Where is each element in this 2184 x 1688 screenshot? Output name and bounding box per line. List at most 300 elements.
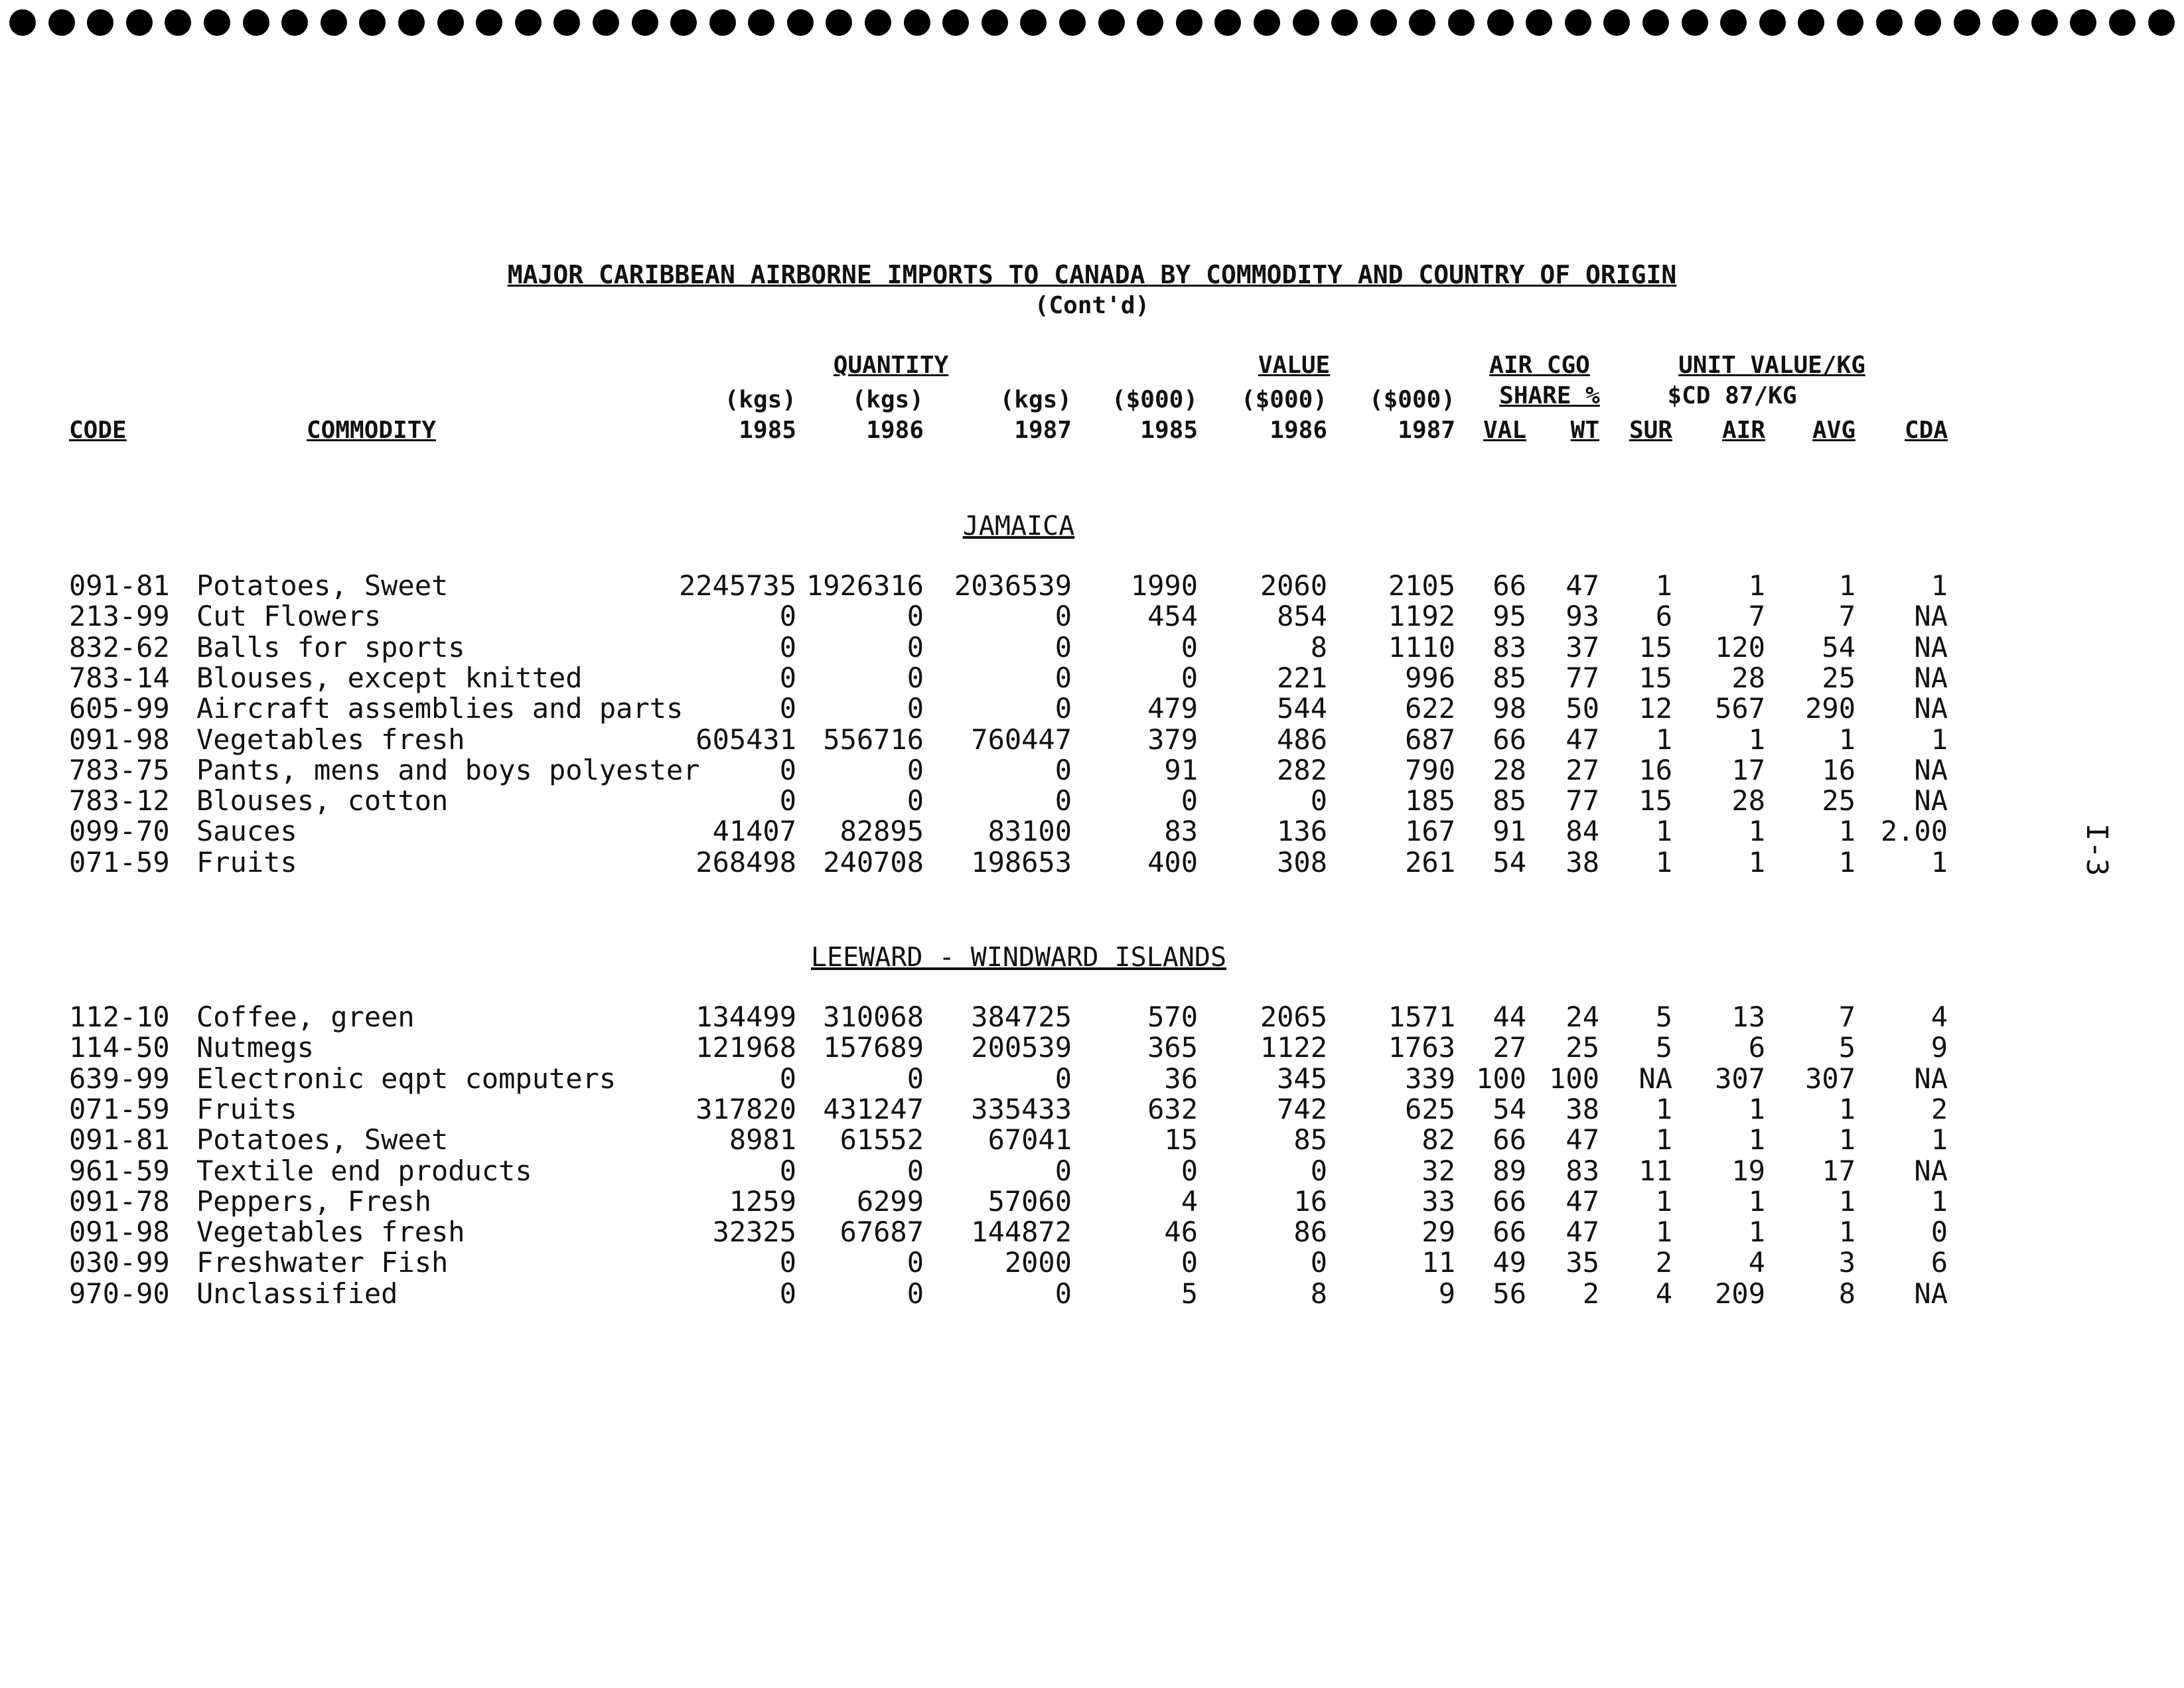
table-cell: 5 bbox=[1655, 1031, 1672, 1064]
table-cell: 0 bbox=[1055, 1062, 1072, 1095]
punch-hole bbox=[9, 9, 36, 36]
punch-hole bbox=[1020, 9, 1047, 36]
table-cell: 0 bbox=[1055, 630, 1072, 664]
table-cell: 570 bbox=[1147, 1001, 1198, 1033]
punch-hole bbox=[2070, 9, 2096, 36]
table-cell: 8981 bbox=[729, 1123, 796, 1157]
punch-hole bbox=[826, 9, 852, 36]
table-cell: NA bbox=[1914, 661, 1948, 694]
table-cell: 0 bbox=[907, 1154, 924, 1187]
table-cell: 0 bbox=[1055, 600, 1072, 633]
punch-hole bbox=[165, 9, 191, 36]
punch-hole bbox=[1331, 9, 1358, 36]
table-cell: 83 bbox=[1164, 815, 1198, 848]
table-cell: 400 bbox=[1147, 845, 1198, 879]
sub-header: AVG bbox=[1812, 417, 1856, 444]
table-cell: 1763 bbox=[1388, 1031, 1455, 1064]
unit-header: ($000) bbox=[1111, 386, 1198, 413]
table-cell: 0 bbox=[907, 784, 924, 817]
table-row bbox=[0, 1185, 1991, 1216]
commodity-code: 114-50 bbox=[69, 1031, 170, 1064]
table-cell: 15 bbox=[1164, 1123, 1198, 1157]
table-cell: 28 bbox=[1731, 661, 1765, 694]
table-row bbox=[0, 569, 1991, 600]
punch-hole bbox=[476, 9, 502, 36]
commodity-name: Textile end products bbox=[196, 1154, 532, 1187]
punch-hole bbox=[126, 9, 153, 36]
table-cell: 24 bbox=[1565, 1001, 1599, 1033]
table-cell: 2065 bbox=[1260, 1001, 1327, 1033]
table-cell: 49 bbox=[1492, 1246, 1526, 1279]
table-cell: 0 bbox=[907, 661, 924, 694]
table-cell: 0 bbox=[1310, 1246, 1327, 1279]
punch-hole bbox=[2031, 9, 2058, 36]
table-cell: 4 bbox=[1655, 1277, 1672, 1310]
table-cell: 0 bbox=[1055, 1277, 1072, 1310]
commodity-code: 071-59 bbox=[69, 1092, 170, 1125]
table-cell: 136 bbox=[1277, 815, 1327, 848]
table-cell: 1 bbox=[1930, 1184, 1948, 1218]
sub-header: SUR bbox=[1629, 417, 1672, 444]
table-cell: 83 bbox=[1565, 1154, 1599, 1187]
punch-hole bbox=[515, 9, 542, 36]
table-cell: 100 bbox=[1549, 1062, 1599, 1095]
table-cell: 1 bbox=[1748, 815, 1765, 848]
table-cell: 37 bbox=[1565, 630, 1599, 664]
punch-hole bbox=[1720, 9, 1747, 36]
table-cell: 365 bbox=[1147, 1031, 1198, 1064]
table-cell: 121968 bbox=[695, 1031, 796, 1064]
table-row bbox=[0, 1277, 1991, 1308]
commodity-code: 091-81 bbox=[69, 569, 170, 602]
commodity-name: Peppers, Fresh bbox=[196, 1184, 432, 1218]
table-cell: 0 bbox=[1181, 784, 1198, 817]
table-cell: 19 bbox=[1731, 1154, 1765, 1187]
punch-hole bbox=[787, 9, 814, 36]
table-cell: 85 bbox=[1492, 784, 1526, 817]
table-cell: 605431 bbox=[695, 723, 796, 756]
table-cell: 1110 bbox=[1388, 630, 1455, 664]
table-cell: 2 bbox=[1582, 1277, 1599, 1310]
table-cell: 11 bbox=[1421, 1246, 1455, 1279]
table-cell: 167 bbox=[1405, 815, 1455, 848]
table-row bbox=[0, 1001, 1991, 1031]
punch-hole bbox=[1137, 9, 1163, 36]
table-cell: 1 bbox=[1838, 845, 1856, 879]
punch-hole bbox=[904, 9, 930, 36]
table-cell: 1 bbox=[1930, 723, 1948, 756]
header-value: VALUE bbox=[1258, 352, 1331, 379]
table-cell: 0 bbox=[779, 630, 796, 664]
table-cell: 25 bbox=[1822, 661, 1856, 694]
table-cell: 1 bbox=[1655, 845, 1672, 879]
header-commodity: COMMODITY bbox=[307, 417, 437, 444]
table-cell: 0 bbox=[1181, 630, 1198, 664]
table-row bbox=[0, 662, 1991, 692]
table-cell: 308 bbox=[1277, 845, 1327, 879]
table-cell: 27 bbox=[1565, 753, 1599, 786]
commodity-code: 091-98 bbox=[69, 1216, 170, 1249]
punch-hole bbox=[1682, 9, 1708, 36]
table-cell: 66 bbox=[1492, 569, 1526, 602]
table-cell: NA bbox=[1914, 784, 1948, 817]
commodity-name: Aircraft assemblies and parts bbox=[196, 692, 684, 725]
table-cell: 625 bbox=[1405, 1092, 1455, 1125]
header-unit-value: UNIT VALUE/KG bbox=[1678, 352, 1865, 379]
table-cell: 261 bbox=[1405, 845, 1455, 879]
punch-hole bbox=[2109, 9, 2136, 36]
unit-header: (kgs) bbox=[999, 386, 1072, 413]
punch-hole bbox=[942, 9, 969, 36]
punch-hole bbox=[1915, 9, 1941, 36]
table-cell: 0 bbox=[1055, 661, 1072, 694]
commodity-code: 099-70 bbox=[69, 815, 170, 848]
table-cell: 760447 bbox=[971, 723, 1072, 756]
table-cell: 2245735 bbox=[678, 569, 796, 602]
table-row bbox=[0, 723, 1991, 754]
table-cell: 12 bbox=[1638, 692, 1672, 725]
table-row bbox=[0, 1246, 1991, 1277]
table-cell: 996 bbox=[1405, 661, 1455, 694]
table-cell: 61552 bbox=[839, 1123, 924, 1157]
punch-hole bbox=[243, 9, 269, 36]
table-cell: 687 bbox=[1405, 723, 1455, 756]
table-cell: 0 bbox=[907, 630, 924, 664]
table-cell: 1990 bbox=[1130, 569, 1198, 602]
punch-hole bbox=[2148, 9, 2175, 36]
table-cell: 1259 bbox=[729, 1184, 796, 1218]
commodity-code: 071-59 bbox=[69, 845, 170, 879]
table-cell: 0 bbox=[1181, 1154, 1198, 1187]
punch-hole bbox=[593, 9, 619, 36]
table-cell: 83100 bbox=[987, 815, 1072, 848]
table-cell: 221 bbox=[1277, 661, 1327, 694]
table-cell: 91 bbox=[1492, 815, 1526, 848]
table-cell: 41407 bbox=[712, 815, 796, 848]
table-cell: 0 bbox=[907, 600, 924, 633]
table-cell: 25 bbox=[1822, 784, 1856, 817]
table-cell: 82 bbox=[1421, 1123, 1455, 1157]
table-cell: 4 bbox=[1181, 1184, 1198, 1218]
table-cell: 0 bbox=[1930, 1216, 1948, 1249]
table-cell: 6 bbox=[1930, 1246, 1948, 1279]
table-cell: 66 bbox=[1492, 1216, 1526, 1249]
table-cell: 0 bbox=[779, 753, 796, 786]
table-cell: 1 bbox=[1655, 1123, 1672, 1157]
unit-header: ($000) bbox=[1368, 386, 1455, 413]
table-cell: 66 bbox=[1492, 1123, 1526, 1157]
table-row bbox=[0, 1031, 1991, 1062]
punch-hole bbox=[1487, 9, 1514, 36]
table-cell: 1 bbox=[1748, 1184, 1765, 1218]
table-cell: 1 bbox=[1838, 1123, 1856, 1157]
table-cell: 100 bbox=[1476, 1062, 1526, 1095]
punch-hole bbox=[1798, 9, 1824, 36]
table-cell: 0 bbox=[1310, 784, 1327, 817]
table-cell: 1 bbox=[1838, 1216, 1856, 1249]
table-cell: 632 bbox=[1147, 1092, 1198, 1125]
table-cell: 622 bbox=[1405, 692, 1455, 725]
punch-hole bbox=[1098, 9, 1125, 36]
table-cell: 67041 bbox=[987, 1123, 1072, 1157]
commodity-name: Electronic eqpt computers bbox=[196, 1062, 617, 1095]
header-code: CODE bbox=[69, 417, 127, 444]
commodity-code: 112-10 bbox=[69, 1001, 170, 1033]
table-cell: NA bbox=[1914, 1277, 1948, 1310]
table-cell: 0 bbox=[779, 692, 796, 725]
table-cell: 854 bbox=[1277, 600, 1327, 633]
table-cell: 544 bbox=[1277, 692, 1327, 725]
table-cell: 0 bbox=[907, 1062, 924, 1095]
table-cell: 28 bbox=[1731, 784, 1765, 817]
table-row bbox=[0, 1062, 1991, 1093]
table-cell: 93 bbox=[1565, 600, 1599, 633]
table-cell: 17 bbox=[1822, 1154, 1856, 1187]
table-cell: 85 bbox=[1293, 1123, 1327, 1157]
year-header: 1986 bbox=[866, 417, 924, 444]
commodity-code: 030-99 bbox=[69, 1246, 170, 1279]
table-cell: NA bbox=[1914, 692, 1948, 725]
table-cell: 57060 bbox=[987, 1184, 1072, 1218]
commodity-name: Cut Flowers bbox=[196, 600, 382, 633]
punch-hole bbox=[1448, 9, 1475, 36]
table-cell: 290 bbox=[1805, 692, 1856, 725]
table-cell: NA bbox=[1638, 1062, 1672, 1095]
table-cell: 2 bbox=[1930, 1092, 1948, 1125]
table-cell: 1571 bbox=[1388, 1001, 1455, 1033]
year-header: 1985 bbox=[739, 417, 796, 444]
punch-hole bbox=[1370, 9, 1397, 36]
table-cell: 1 bbox=[1838, 723, 1856, 756]
punch-hole bbox=[1837, 9, 1863, 36]
table-cell: 91 bbox=[1164, 753, 1198, 786]
table-cell: 567 bbox=[1715, 692, 1765, 725]
table-cell: 8 bbox=[1310, 1277, 1327, 1310]
table-cell: 7 bbox=[1748, 600, 1765, 633]
table-cell: 4 bbox=[1748, 1246, 1765, 1279]
table-cell: 5 bbox=[1838, 1031, 1856, 1064]
table-cell: 1 bbox=[1930, 1123, 1948, 1157]
table-cell: 6 bbox=[1748, 1031, 1765, 1064]
table-cell: 379 bbox=[1147, 723, 1198, 756]
table-cell: 2.00 bbox=[1880, 815, 1948, 848]
punch-hole bbox=[1059, 9, 1086, 36]
table-cell: NA bbox=[1914, 753, 1948, 786]
table-cell: 0 bbox=[907, 753, 924, 786]
table-cell: 25 bbox=[1565, 1031, 1599, 1064]
table-cell: 6 bbox=[1655, 600, 1672, 633]
table-cell: 134499 bbox=[695, 1001, 796, 1033]
table-cell: 2036539 bbox=[954, 569, 1072, 602]
table-row bbox=[0, 846, 1991, 877]
table-cell: 1 bbox=[1748, 1092, 1765, 1125]
table-cell: 46 bbox=[1164, 1216, 1198, 1249]
table-cell: 47 bbox=[1565, 1184, 1599, 1218]
section-heading: LEEWARD - WINDWARD ISLANDS bbox=[810, 942, 1227, 973]
commodity-code: 605-99 bbox=[69, 692, 170, 725]
header-quantity: QUANTITY bbox=[833, 352, 949, 379]
table-cell: 1 bbox=[1655, 723, 1672, 756]
table-cell: 83 bbox=[1492, 630, 1526, 664]
punch-hole bbox=[437, 9, 464, 36]
table-cell: 15 bbox=[1638, 661, 1672, 694]
commodity-code: 091-78 bbox=[69, 1184, 170, 1218]
table-cell: 1 bbox=[1838, 1184, 1856, 1218]
table-cell: 384725 bbox=[971, 1001, 1072, 1033]
punch-hole bbox=[1876, 9, 1903, 36]
sub-header: CDA bbox=[1904, 417, 1948, 444]
table-cell: 1 bbox=[1838, 1092, 1856, 1125]
commodity-name: Unclassified bbox=[196, 1277, 398, 1310]
table-cell: 1926316 bbox=[806, 569, 924, 602]
table-cell: 28 bbox=[1492, 753, 1526, 786]
table-row bbox=[0, 1093, 1991, 1123]
table-row bbox=[0, 1216, 1991, 1249]
header-share: SHARE % bbox=[1499, 382, 1600, 409]
table-cell: 11 bbox=[1638, 1154, 1672, 1187]
table-row bbox=[0, 1123, 1991, 1157]
table-cell: 157689 bbox=[823, 1031, 924, 1064]
table-cell: 38 bbox=[1565, 1092, 1599, 1125]
table-cell: 54 bbox=[1492, 845, 1526, 879]
punch-hole bbox=[204, 9, 230, 36]
table-cell: 0 bbox=[779, 661, 796, 694]
table-cell: 307 bbox=[1805, 1062, 1856, 1095]
punch-hole bbox=[281, 9, 308, 36]
commodity-name: Balls for sports bbox=[196, 630, 465, 664]
table-cell: 36 bbox=[1164, 1062, 1198, 1095]
year-header: 1986 bbox=[1270, 417, 1327, 444]
table-cell: 15 bbox=[1638, 630, 1672, 664]
punch-hole bbox=[1603, 9, 1630, 36]
commodity-name: Vegetables fresh bbox=[196, 723, 465, 756]
commodity-code: 213-99 bbox=[69, 600, 170, 633]
table-cell: 54 bbox=[1492, 1092, 1526, 1125]
section-heading: JAMAICA bbox=[962, 511, 1075, 541]
table-cell: 3 bbox=[1838, 1246, 1856, 1279]
table-cell: 317820 bbox=[695, 1092, 796, 1125]
table-cell: 200539 bbox=[971, 1031, 1072, 1064]
table-cell: 1 bbox=[1838, 815, 1856, 848]
table-cell: 15 bbox=[1638, 784, 1672, 817]
unit-header: (kgs) bbox=[851, 386, 924, 413]
table-cell: 268498 bbox=[695, 845, 796, 879]
commodity-name: Fruits bbox=[196, 845, 297, 879]
commodity-name: Potatoes, Sweet bbox=[196, 569, 449, 602]
punch-hole bbox=[1954, 9, 1980, 36]
table-cell: 310068 bbox=[823, 1001, 924, 1033]
table-cell: 8 bbox=[1838, 1277, 1856, 1310]
punch-hole bbox=[1214, 9, 1241, 36]
table-cell: 0 bbox=[1310, 1154, 1327, 1187]
table-cell: 95 bbox=[1492, 600, 1526, 633]
table-cell: 335433 bbox=[971, 1092, 1072, 1125]
table-cell: 0 bbox=[1055, 1154, 1072, 1187]
table-cell: 13 bbox=[1731, 1001, 1765, 1033]
table-cell: 1122 bbox=[1260, 1031, 1327, 1064]
table-cell: 2000 bbox=[1004, 1246, 1072, 1279]
punch-hole bbox=[87, 9, 113, 36]
punch-hole bbox=[670, 9, 697, 36]
table-cell: 47 bbox=[1565, 723, 1599, 756]
table-cell: 0 bbox=[779, 1246, 796, 1279]
sub-header: VAL bbox=[1483, 417, 1526, 444]
table-cell: 209 bbox=[1715, 1277, 1765, 1310]
commodity-code: 832-62 bbox=[69, 630, 170, 664]
table-cell: 1 bbox=[1655, 815, 1672, 848]
table-cell: 66 bbox=[1492, 1184, 1526, 1218]
table-cell: 98 bbox=[1492, 692, 1526, 725]
table-cell: 742 bbox=[1277, 1092, 1327, 1125]
table-cell: NA bbox=[1914, 1154, 1948, 1187]
commodity-name: Potatoes, Sweet bbox=[196, 1123, 449, 1157]
table-cell: 1 bbox=[1655, 1092, 1672, 1125]
table-cell: 35 bbox=[1565, 1246, 1599, 1279]
commodity-name: Nutmegs bbox=[196, 1031, 315, 1064]
table-cell: 1 bbox=[1930, 569, 1948, 602]
punch-hole bbox=[748, 9, 774, 36]
commodity-code: 783-14 bbox=[69, 661, 170, 694]
punch-hole bbox=[1565, 9, 1591, 36]
table-cell: 2 bbox=[1655, 1246, 1672, 1279]
table-cell: 6299 bbox=[856, 1184, 924, 1218]
commodity-name: Blouses, cotton bbox=[196, 784, 449, 817]
unit-header: ($000) bbox=[1240, 386, 1327, 413]
table-cell: 16 bbox=[1638, 753, 1672, 786]
commodity-code: 783-12 bbox=[69, 784, 170, 817]
table-cell: 17 bbox=[1731, 753, 1765, 786]
table-cell: 120 bbox=[1715, 630, 1765, 664]
commodity-code: 091-98 bbox=[69, 723, 170, 756]
table-cell: 84 bbox=[1565, 815, 1599, 848]
table-cell: 89 bbox=[1492, 1154, 1526, 1187]
table-cell: 86 bbox=[1293, 1216, 1327, 1249]
table-cell: 82895 bbox=[839, 815, 924, 848]
year-header: 1985 bbox=[1140, 417, 1198, 444]
table-cell: 0 bbox=[779, 1062, 796, 1095]
table-row bbox=[0, 815, 1991, 848]
commodity-code: 091-81 bbox=[69, 1123, 170, 1157]
punch-hole bbox=[321, 9, 347, 36]
table-cell: 790 bbox=[1405, 753, 1455, 786]
table-cell: 38 bbox=[1565, 845, 1599, 879]
punch-hole bbox=[709, 9, 736, 36]
table-cell: 0 bbox=[1055, 692, 1072, 725]
page-number: I-3 bbox=[2080, 823, 2114, 877]
table-cell: 144872 bbox=[971, 1216, 1072, 1249]
table-cell: 16 bbox=[1822, 753, 1856, 786]
table-cell: 47 bbox=[1565, 569, 1599, 602]
sub-header: WT bbox=[1570, 417, 1599, 444]
table-cell: 0 bbox=[779, 1154, 796, 1187]
table-cell: 345 bbox=[1277, 1062, 1327, 1095]
table-row bbox=[0, 631, 1991, 662]
table-cell: NA bbox=[1914, 600, 1948, 633]
table-cell: 454 bbox=[1147, 600, 1198, 633]
table-cell: 27 bbox=[1492, 1031, 1526, 1064]
table-cell: 0 bbox=[779, 1277, 796, 1310]
table-cell: NA bbox=[1914, 630, 1948, 664]
table-row bbox=[0, 754, 1991, 784]
table-cell: 307 bbox=[1715, 1062, 1765, 1095]
table-cell: 1 bbox=[1655, 1216, 1672, 1249]
table-cell: 2060 bbox=[1260, 569, 1327, 602]
table-cell: 47 bbox=[1565, 1123, 1599, 1157]
table-cell: 1 bbox=[1748, 569, 1765, 602]
table-cell: 33 bbox=[1421, 1184, 1455, 1218]
table-cell: 1192 bbox=[1388, 600, 1455, 633]
commodity-code: 639-99 bbox=[69, 1062, 170, 1095]
